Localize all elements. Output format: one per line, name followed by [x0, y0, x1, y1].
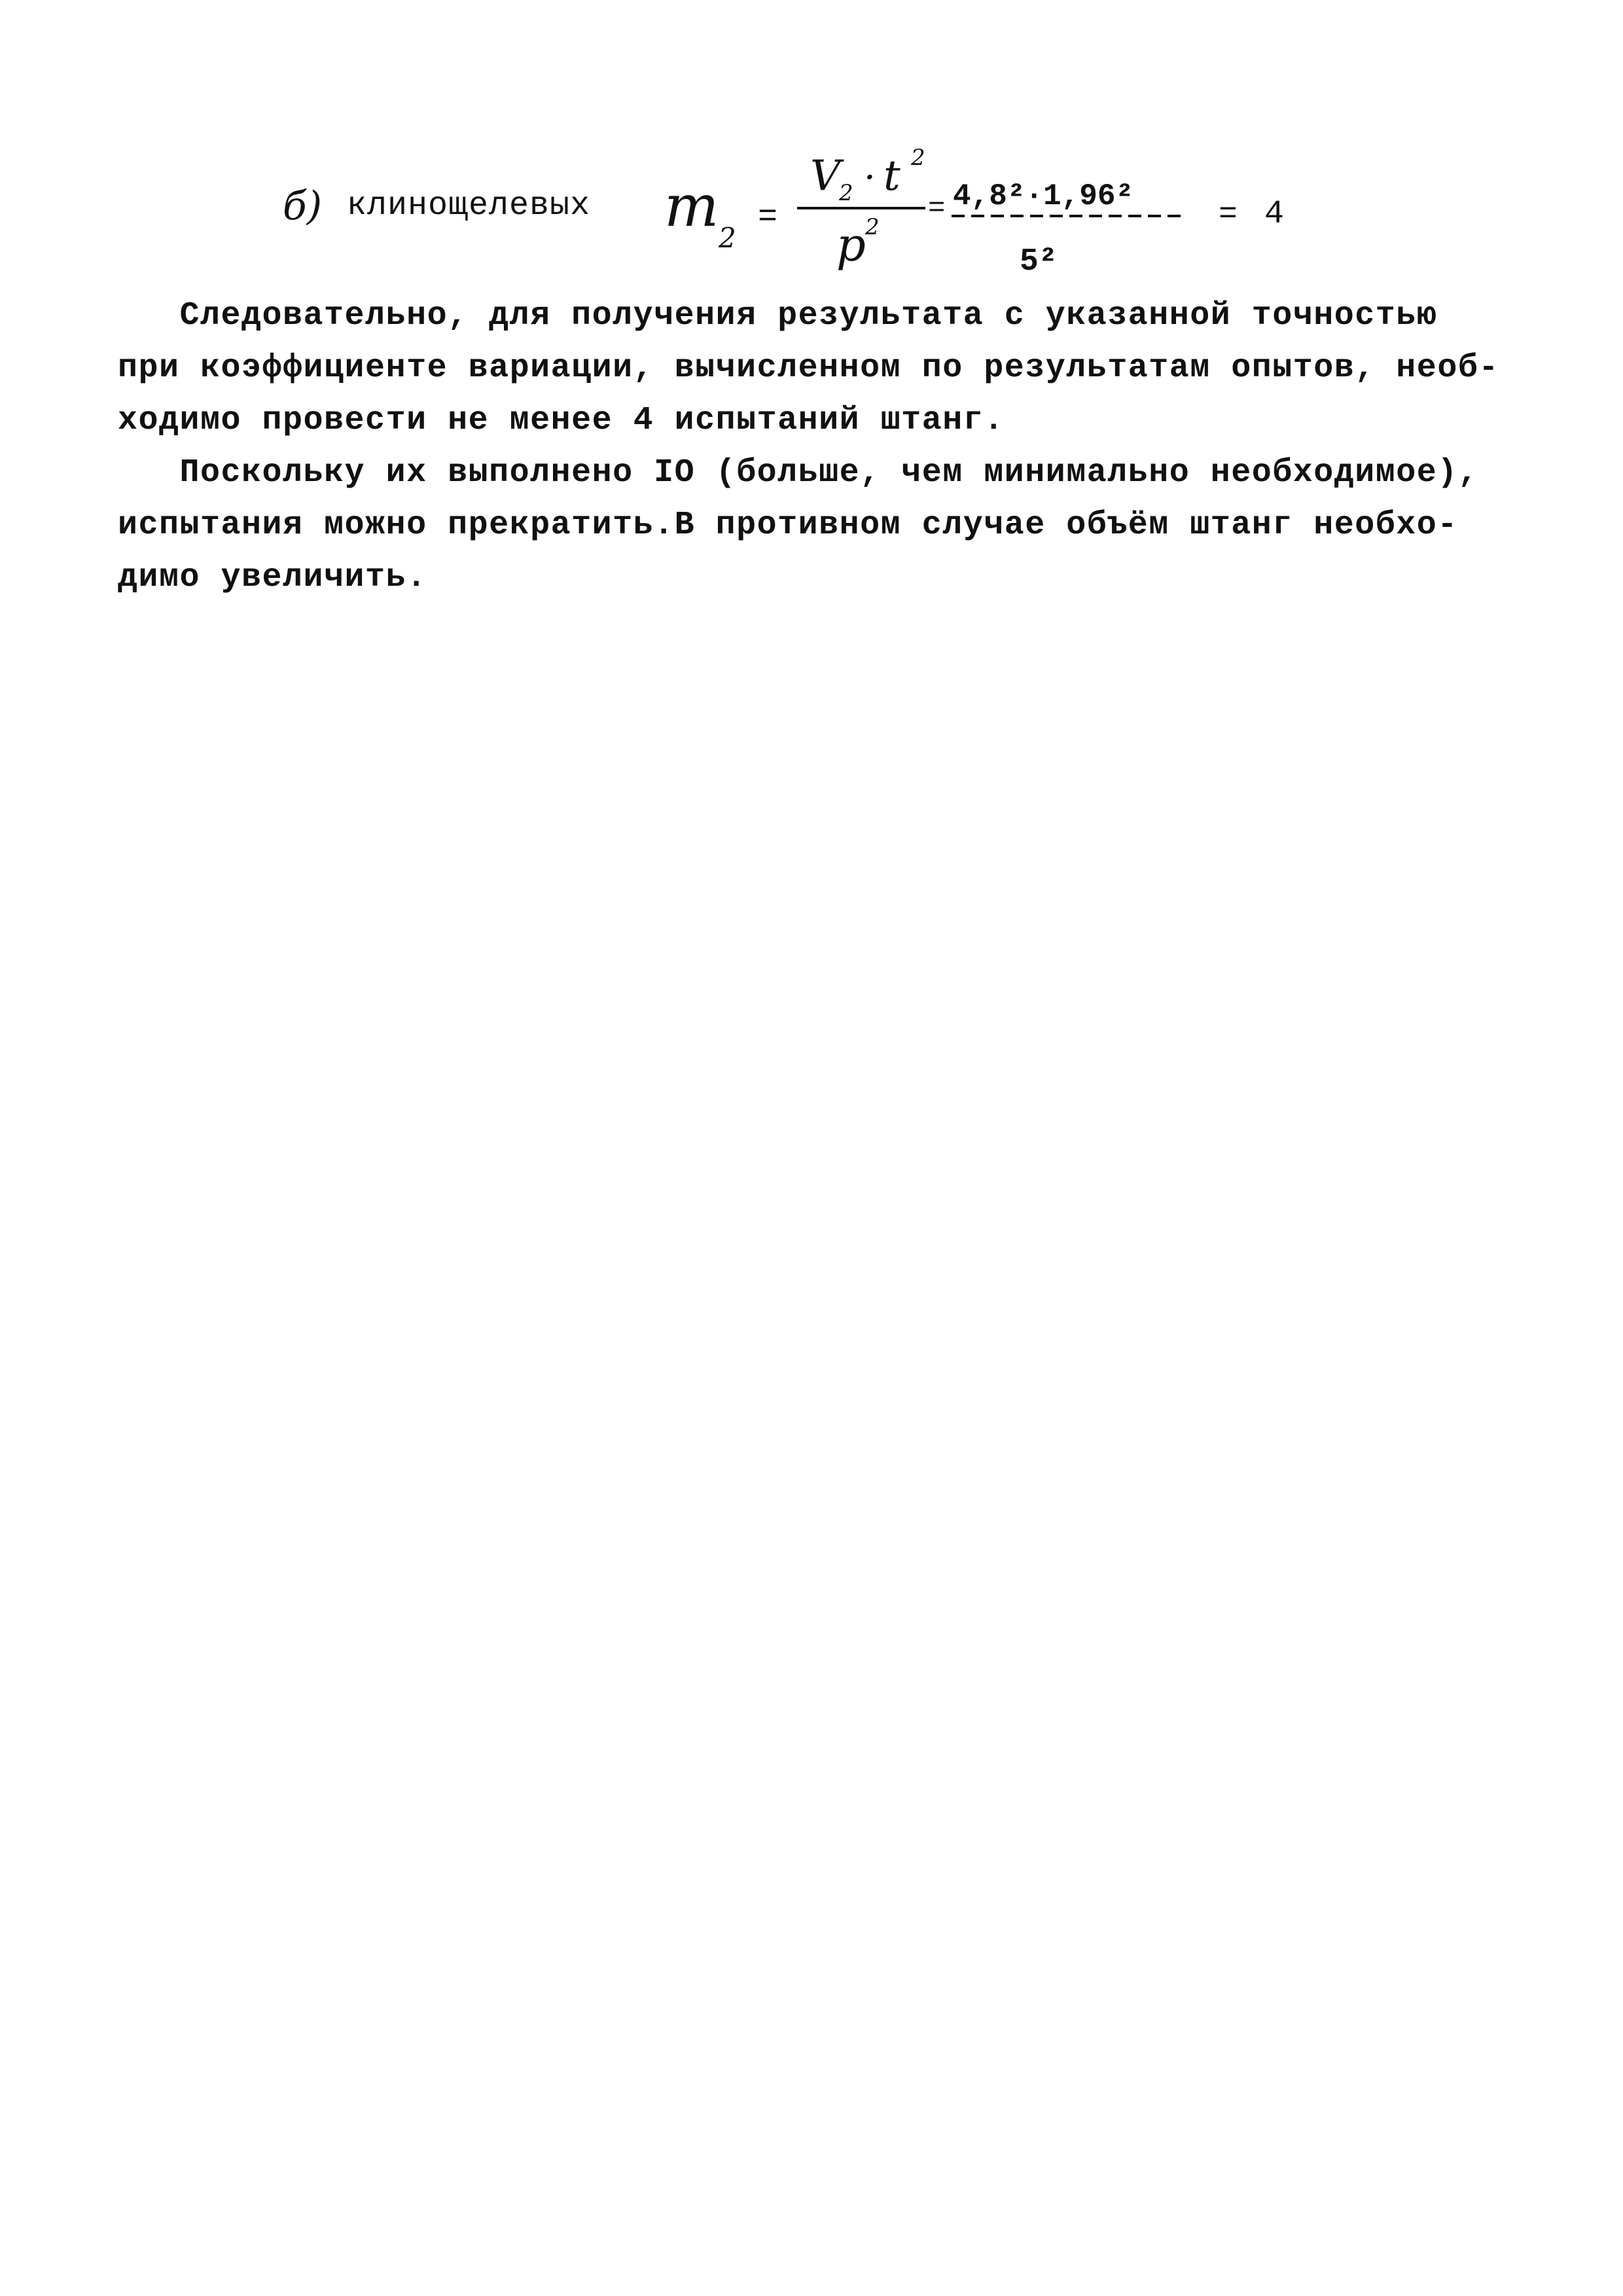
formula-equals-3: = [1219, 197, 1238, 232]
formula-equals-2: = [928, 192, 946, 225]
item-label: клинощелевых [347, 187, 591, 224]
formula-den-sup: 2 [865, 214, 880, 240]
formula-lhs-symbol: m [664, 172, 719, 240]
formula-num-t: t [883, 152, 901, 200]
formula-num-subscript: 2 [839, 180, 853, 206]
formula-result: 4 [1264, 196, 1285, 233]
paragraph-line: испытания можно прекратить.В противном случае объём штанг необхо- [118, 507, 1458, 544]
formula-line [0, 0, 1623, 275]
formula-lhs-subscript: 2 [719, 222, 736, 254]
formula-num-dot: · [864, 156, 876, 199]
paragraph-line: при коэффициенте вариации, вычисленном по результатам опытов, необ- [118, 350, 1499, 387]
paragraph-stop-testing [118, 447, 1525, 604]
item-marker: б) [283, 183, 323, 229]
formula-equals-1: = [758, 199, 778, 236]
formula-den-value: 5² [1020, 244, 1058, 275]
formula-num-symbol: V [810, 152, 841, 200]
formula-num-value: 4,8²·1,96² [953, 179, 1134, 213]
paragraph-line: Следовательно, для получения результата с указанной точностью [118, 297, 1438, 334]
formula [0, 0, 1623, 275]
paragraph-line: димо увеличить. [118, 559, 427, 596]
formula-num-t-sup: 2 [911, 145, 925, 171]
formula-den-symbol: p [836, 218, 866, 272]
paragraph-conclusion [118, 290, 1525, 447]
paragraph-line: Поскольку их выполнено IO (больше, чем минимально необходимое), [118, 454, 1479, 492]
paragraph-line: ходимо провести не менее 4 испытаний штанг. [118, 402, 1005, 439]
